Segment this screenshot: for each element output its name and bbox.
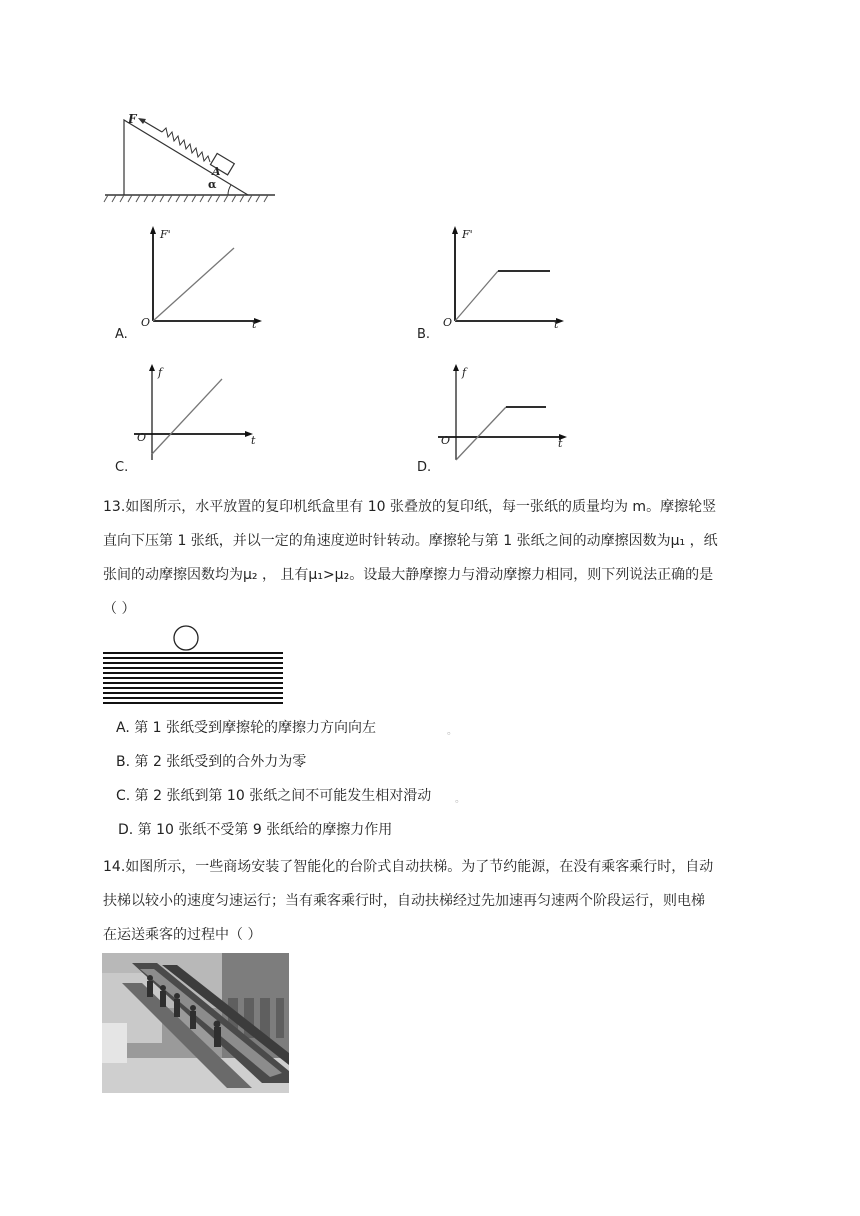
q14-line-1: 14.如图所示，一些商场安装了智能化的台阶式自动扶梯。为了节约能源，在没有乘客乘行时，自动 [103, 859, 714, 875]
graph-a-origin: O [141, 316, 151, 329]
q13-option-c-mark: 。 [455, 794, 465, 805]
graph-a-letter: A. [115, 327, 128, 342]
question-14-text [103, 850, 758, 952]
incline-spring-figure [100, 110, 280, 210]
graph-d-xlabel: t [558, 437, 563, 450]
q13-line-1: 13.如图所示，水平放置的复印机纸盒里有 10 张叠放的复印纸，每一张纸的质量均为 m。摩擦轮竖 [103, 499, 717, 515]
q13-line-2: 直向下压第 1 张纸，并以一定的角速度逆时针转动。摩擦轮与第 1 张纸之间的动摩擦因数为μ₁ ，纸 [103, 533, 718, 549]
graph-c-origin: O [137, 431, 147, 444]
q14-line-2: 扶梯以较小的速度匀速运行；当有乘客乘行时，自动扶梯经过先加速再匀速两个阶段运行，则电梯 [103, 893, 705, 909]
block-label: A [212, 165, 221, 178]
graph-d-ylabel: f [462, 366, 467, 379]
graph-a [138, 226, 268, 336]
graph-b-origin: O [443, 316, 453, 329]
q14-line-3: 在运送乘客的过程中（ ） [103, 927, 262, 943]
graph-c [134, 360, 264, 470]
q13-line-4: （ ） [103, 601, 136, 617]
q13-option-b: B. 第 2 张纸受到的合外力为零 [116, 754, 307, 770]
q13-option-a-mark: 。 [447, 726, 457, 737]
paper-stack-figure [100, 622, 290, 707]
graph-b-xlabel: t [554, 318, 559, 331]
graph-b-letter: B. [417, 327, 431, 342]
graph-b-ylabel: F' [462, 228, 473, 241]
graph-c-xlabel: t [251, 434, 256, 447]
graph-d-origin: O [441, 434, 451, 447]
force-label: F [128, 112, 137, 126]
angle-label: α [208, 178, 217, 191]
question-13-text [103, 490, 758, 626]
graph-d [438, 360, 578, 470]
graph-b [440, 226, 570, 336]
graph-a-xlabel: t [252, 318, 257, 331]
q13-option-d: D. 第 10 张纸不受第 9 张纸给的摩擦力作用 [118, 822, 393, 838]
q13-line-3: 张间的动摩擦因数均为μ₂ ， 且有μ₁>μ₂。设最大静摩擦力与滑动摩擦力相同，则下列说法正确的是 [103, 567, 714, 583]
graph-d-letter: D. [417, 460, 432, 475]
q13-option-c: C. 第 2 张纸到第 10 张纸之间不可能发生相对滑动 [116, 788, 432, 804]
q13-option-a: A. 第 1 张纸受到摩擦轮的摩擦力方向向左 [116, 720, 377, 736]
graph-c-ylabel: f [158, 366, 163, 379]
graph-a-ylabel: F' [160, 228, 171, 241]
escalator-photo [102, 953, 289, 1093]
graph-c-letter: C. [115, 460, 129, 475]
